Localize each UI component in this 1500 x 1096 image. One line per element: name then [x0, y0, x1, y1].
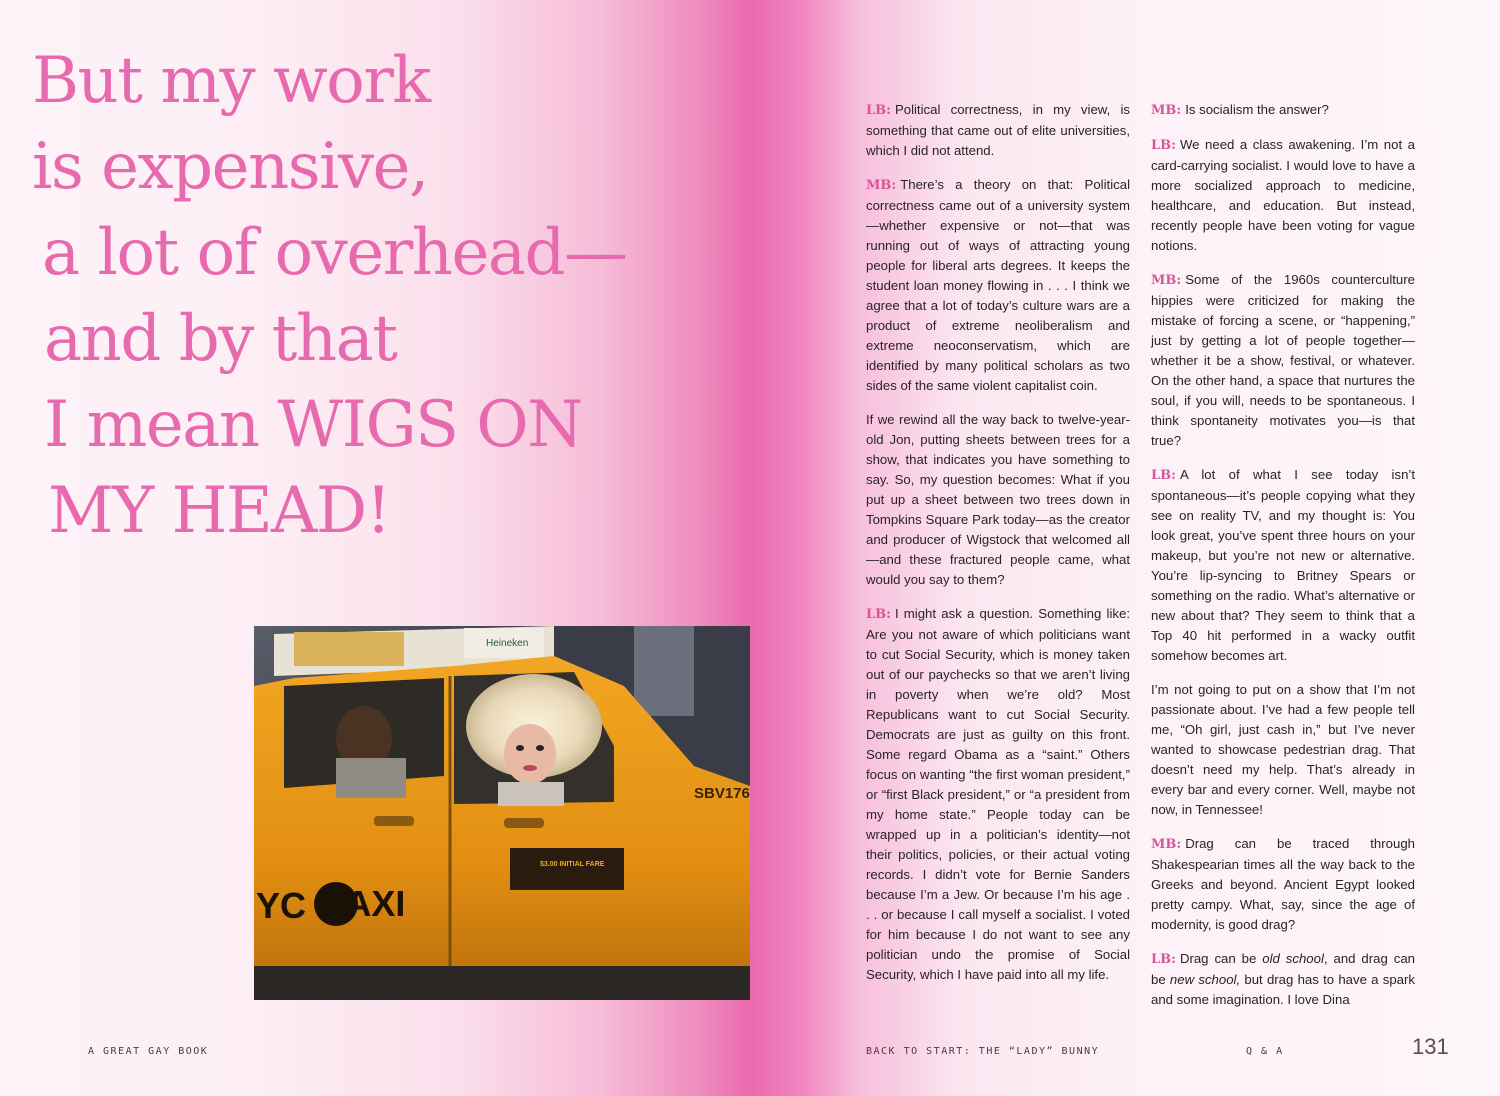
paragraph-text: If we rewind all the way back to twelve-year-old Jon, putting sheets between trees for a show, that indicates you have something to say. So, my question becomes: What if you put up a sheet between two trees down in Tompkins Square Park today—as the creator and producer of Wigstock that welcomed all—and these fractured people came, what would you say to them? [866, 412, 1130, 587]
medallion-number: SBV176 [694, 785, 750, 802]
taxi-photo [254, 626, 750, 1000]
paragraph-text: A lot of what I see today isn’t spontaneous—it’s people copying what they see on reality TV, and my thought is: You look great, you’ve spent three hours on your makeup, but you’re not new or alternative. You’re lip-syncing to Britney Spears or something on the radio. What’s alternative or new about that? They seem to think that a Top 40 hit performed in a wacky outfit somehow becomes art. [1151, 467, 1415, 663]
pull-quote-line: a lot of overhead— [42, 216, 627, 290]
fare-sticker-text: $3.00 INITIAL FARE [540, 861, 605, 868]
taxi-logo-text: TAXI [326, 883, 406, 924]
roof-sign-text: Heineken [486, 638, 529, 649]
page-number: 131 [1412, 1034, 1449, 1059]
speaker-label: LB: [1151, 952, 1176, 967]
paragraph-text: Political correctness, in my view, is something that came out of elite universities, which I did not attend. [866, 102, 1130, 158]
interview-paragraph [1151, 834, 1415, 935]
paragraph-text: , and drag can be [1151, 951, 1415, 987]
paragraph-text: I’m not going to put on a show that I’m not passionate about. I’ve had a few people tell me, “Oh girl, just cash in,” but I’ve never wanted to showcase pedestrian drag. That doesn’t need my help. That’s already in every bar and every corner. Well, maybe not now, in Tennessee! [1151, 682, 1415, 817]
taxi-logo-prefix: YC [256, 885, 307, 926]
interview-paragraph [1151, 680, 1415, 820]
paragraph-text: Some of the 1960s counterculture hippies were criticized for making the mistake of forcing a scene, or “happening,” just by getting a lot of people together—whether it be a show, festival, or whatever. On the other hand, a space that nurtures the soul, if you will, needs to be spontaneous. I think spontaneity motivates you—is that true? [1151, 272, 1415, 448]
speaker-label: MB: [866, 178, 897, 193]
pull-quote-line: MY HEAD! [48, 474, 390, 548]
interview-paragraph [866, 604, 1130, 985]
speaker-label: LB: [1151, 468, 1176, 483]
pull-quote-line: I mean WIGS ON [44, 388, 582, 462]
footer-chapter-title: BACK TO START: THE “LADY” BUNNY [866, 1046, 1100, 1057]
interview-paragraph [1151, 465, 1415, 666]
speaker-label: LB: [866, 607, 891, 622]
speaker-label: LB: [866, 103, 891, 118]
paragraph-emphasis: old school [1262, 951, 1324, 966]
speaker-label: LB: [1151, 138, 1176, 153]
footer-section-label: Q & A [1246, 1046, 1284, 1057]
paragraph-text: We need a class awakening. I’m not a card-carrying socialist. I would love to have a more socialized approach to medicine, healthcare, and education. But instead, recently people have been voting for vague notions. [1151, 137, 1415, 253]
interview-paragraph [866, 410, 1130, 590]
pull-quote-line: and by that [44, 302, 397, 376]
interview-paragraph [1151, 270, 1415, 451]
speaker-label: MB: [1151, 273, 1182, 288]
paragraph-text: Drag can be [1179, 951, 1263, 966]
paragraph-text: Drag can be traced through Shakespearian times all the way back to the Greeks and beyond. Ancient Egypt looked pretty campy. What, say, since the age of modernity, is good drag? [1151, 836, 1415, 932]
interview-paragraph [866, 100, 1130, 161]
speaker-label: MB: [1151, 837, 1182, 852]
paragraph-text: Is socialism the answer? [1185, 102, 1329, 117]
pull-quote-line: But my work [32, 44, 430, 118]
interview-column-left [866, 100, 1130, 999]
pull-quote-line: is expensive, [32, 130, 428, 204]
footer-book-title: A GREAT GAY BOOK [88, 1046, 209, 1057]
speaker-label: MB: [1151, 103, 1182, 118]
paragraph-text: There’s a theory on that: Political correctness came out of a university system—whether expensive or not—that was running out of ways of attracting young people for liberal arts degrees. It keeps the student loan money flowing in . . . I think we agree that a lot of today’s culture wars are a product of extreme neoliberalism and extreme neoconservatism, which are identified by many political scholars as two sides of the same violent capitalist coin. [866, 177, 1130, 393]
pull-quote [32, 38, 752, 554]
paragraph-emphasis: new school, [1169, 972, 1241, 987]
interview-paragraph [1151, 949, 1415, 1010]
paragraph-text: I might ask a question. Something like: Are you not aware of which politicians want to cut Social Security, which is money taken out of our paychecks so that we aren’t living in poverty when we’re old? Most Republicans want to cut Social Security. Democrats are just as guilty on this front. Some regard Obama as a “saint.” Others focus on wanting “the first woman president,” or “first Black president,” or “a president from my home state.” People today can be wrapped up in a politician’s identity—not their politics, policies, or their actual voting records. I didn’t vote for Bernie Sanders because I’m a Jew. Or because I’m his age . . . or because I call myself a socialist. I voted for him because I do not want to see any politician undo the promise of Social Security, which I have paid into all my life. [866, 606, 1130, 982]
interview-column-right [1151, 100, 1415, 1024]
interview-paragraph [1151, 100, 1415, 121]
paragraph-text: but drag has to have a spark and some imagination. I love Dina [1151, 972, 1415, 1007]
interview-paragraph [866, 175, 1130, 396]
interview-paragraph [1151, 135, 1415, 256]
